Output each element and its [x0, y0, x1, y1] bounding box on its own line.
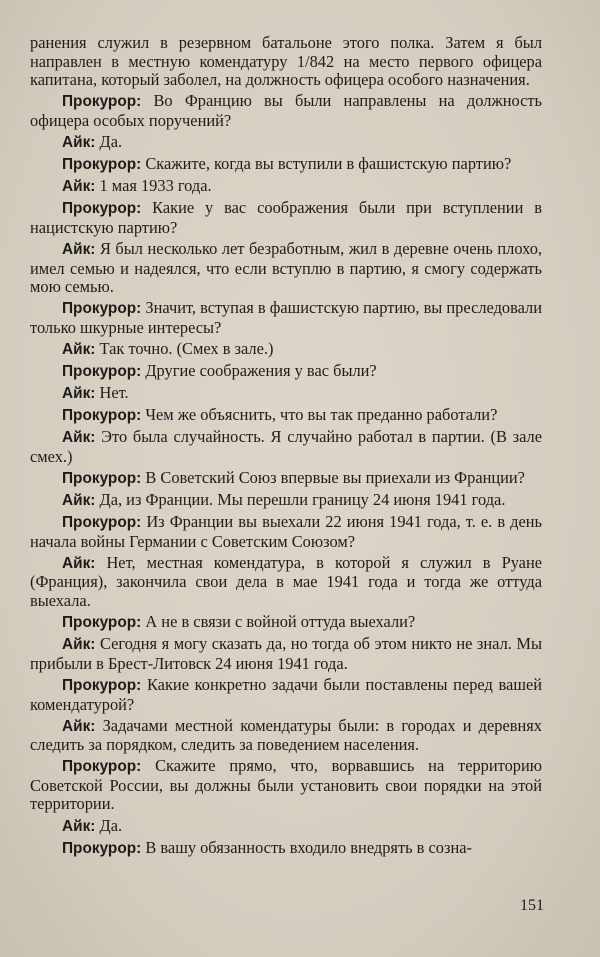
paragraph-text: Во Францию вы были направлены на должность офицера особых поручений?	[30, 91, 542, 130]
paragraph-text: В вашу обязанность входило внедрять в созна-	[145, 837, 472, 857]
transcript-paragraph	[30, 199, 542, 237]
speaker-label: Айк:	[62, 340, 96, 358]
speaker-label: Прокурор:	[62, 363, 142, 380]
speaker-label: Айк:	[62, 385, 96, 403]
paragraph-text: Скажите прямо, что, ворвавшись на территорию Советской России, вы должны были установить свои порядки на этой территории.	[30, 756, 542, 814]
transcript-paragraph	[30, 491, 542, 511]
speaker-label: Прокурор:	[62, 758, 142, 776]
transcript-paragraph	[30, 757, 542, 814]
transcript-paragraph	[30, 839, 542, 859]
speaker-label: Айк:	[62, 429, 96, 447]
speaker-label: Айк:	[62, 133, 96, 151]
transcript-paragraph	[30, 676, 542, 714]
transcript-paragraph	[30, 717, 542, 755]
speaker-label: Прокурор:	[62, 676, 142, 694]
transcript-paragraph	[30, 362, 542, 382]
transcript-paragraph	[30, 635, 542, 673]
speaker-label: Айк:	[62, 636, 96, 654]
paragraph-text: Да.	[99, 815, 123, 835]
transcript-paragraph	[30, 240, 542, 297]
speaker-label: Айк:	[62, 178, 96, 196]
transcript-paragraph	[30, 340, 542, 360]
paragraph-text: Да, из Франции. Мы перешли границу 24 июня 1941 года.	[99, 490, 506, 510]
paragraph-text: Нет, местная комендатура, в которой я служил в Руане (Франция), закончила свои дела в мае 1941 года и тогда же оттуда выехала.	[30, 552, 542, 611]
speaker-label: Прокурор:	[62, 469, 142, 487]
paragraph-text: Какие конкретно задачи были поставлены перед вашей комендатурой?	[30, 674, 542, 714]
transcript-paragraph	[30, 613, 542, 633]
speaker-label: Прокурор:	[62, 839, 142, 857]
transcript-paragraph	[30, 133, 542, 153]
speaker-label: Айк:	[62, 817, 96, 835]
paragraph-text: 1 мая 1933 года.	[99, 176, 212, 196]
transcript-paragraph	[30, 384, 542, 404]
paragraph-text: Другие соображения у вас были?	[145, 361, 377, 380]
paragraph-text: Из Франции вы выехали 22 июня 1941 года, т. е. в день начала войны Германии с Советским Союзом?	[30, 512, 542, 551]
paragraph-text: Чем же объяснить, что вы так преданно работали?	[145, 405, 498, 425]
page-number: 151	[520, 897, 544, 914]
speaker-label: Прокурор:	[62, 300, 142, 318]
transcript-paragraph	[30, 513, 542, 551]
transcript-paragraph	[30, 406, 542, 426]
paragraph-text: Нет.	[99, 383, 129, 403]
speaker-label: Прокурор:	[62, 156, 142, 174]
speaker-label: Прокурор:	[62, 200, 142, 218]
transcript-paragraph	[30, 299, 542, 337]
speaker-label: Прокурор:	[62, 514, 142, 532]
speaker-label: Айк:	[62, 492, 96, 510]
paragraph-text: Сегодня я могу сказать да, но тогда об этом никто не знал. Мы прибыли в Брест-Литовск 24 июня 1941 года.	[30, 634, 543, 673]
transcript-paragraph	[30, 34, 542, 90]
speaker-label: Прокурор:	[62, 407, 142, 425]
transcript-paragraph	[30, 155, 542, 175]
speaker-label: Айк:	[62, 717, 96, 735]
paragraph-text: Скажите, когда вы вступили в фашистскую партию?	[145, 154, 512, 174]
transcript-paragraph	[30, 92, 542, 130]
paragraph-text: Значит, вступая в фашистскую партию, вы преследовали только шкурные интересы?	[30, 298, 543, 337]
speaker-label: Прокурор:	[62, 614, 142, 632]
paragraph-text: ранения служил в резервном батальоне этого полка. Затем я был направлен в местную комендатуру 1/842 на место первого офицера капитана, который заболел, на должность офицера особого назначения.	[30, 33, 542, 90]
speaker-label: Айк:	[62, 240, 96, 258]
transcript-paragraph	[30, 469, 542, 489]
transcript-paragraph	[30, 428, 542, 466]
paragraph-text: В Советский Союз впервые вы приехали из Франции?	[145, 467, 525, 487]
transcript-paragraph	[30, 554, 542, 611]
transcript-paragraph	[30, 177, 542, 197]
speaker-label: Айк:	[62, 554, 96, 572]
paragraph-text: Какие у вас соображения были при вступлении в нацистскую партию?	[30, 198, 542, 237]
paragraph-text: Я был несколько лет безработным, жил в деревне очень плохо, имел семью и надеялся, что если вступлю в партию, я смогу содержать мою семью.	[30, 238, 542, 297]
paragraph-text: Так точно. (Смех в зале.)	[99, 338, 274, 358]
paragraph-text: Задачами местной комендатуры были: в городах и деревнях следить за порядком, следить за поведением населения.	[30, 715, 542, 755]
paragraph-text: Это была случайность. Я случайно работал в партии. (В зале смех.)	[30, 427, 542, 466]
paragraph-text: Да.	[99, 131, 123, 151]
paragraph-text: А не в связи с войной оттуда выехали?	[145, 612, 416, 632]
transcript-paragraph	[30, 817, 542, 837]
speaker-label: Прокурор:	[62, 93, 142, 111]
page-body	[30, 34, 542, 861]
